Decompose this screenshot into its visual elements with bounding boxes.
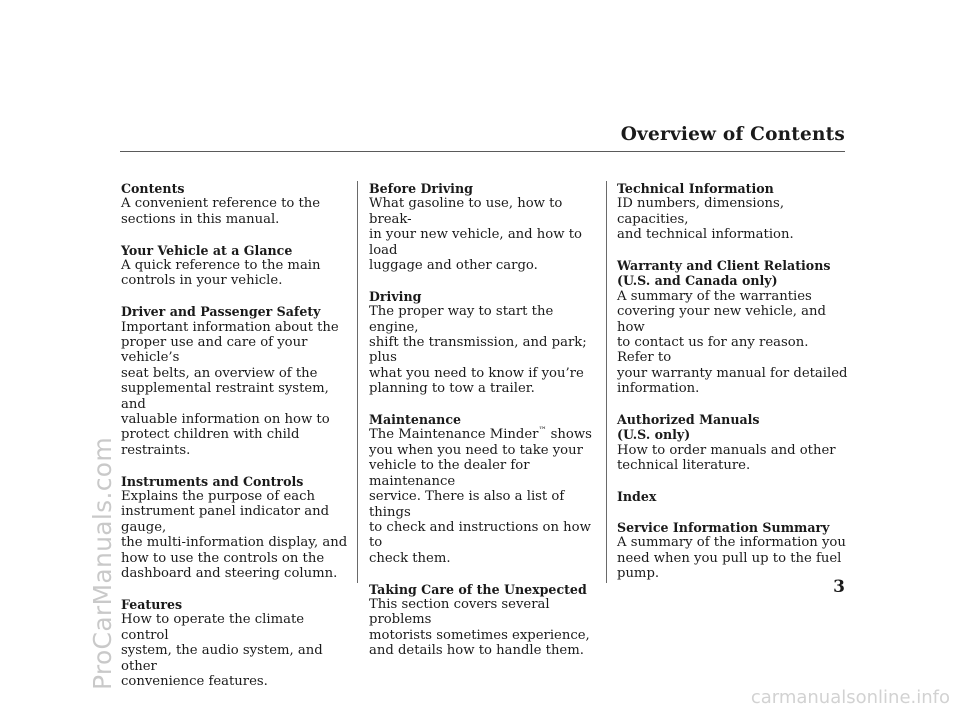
page-title: Overview of Contents	[620, 124, 845, 145]
contents-column-2	[369, 181, 601, 674]
section-index[interactable]	[617, 489, 849, 504]
side-watermark: ProCarManuals.com	[88, 436, 117, 690]
section-description: A summary of the information you need when you pull up to the fuel pump.	[617, 535, 846, 582]
bottom-watermark: carmanualsonline.info	[750, 687, 950, 708]
section-heading: Contents	[121, 181, 185, 196]
section-maintenance[interactable]	[369, 412, 601, 566]
trademark-symbol: ™	[538, 426, 547, 436]
section-instruments-controls[interactable]	[121, 474, 353, 582]
section-description: What gasoline to use, how to break- in your new vehicle, and how to load luggage and other cargo.	[369, 196, 582, 274]
page-number: 3	[833, 577, 845, 597]
maintenance-text-rest: shows you when you need to take your vehicle to the dealer for maintenance service. There is also a list of things to check and instructions on how to check them.	[369, 427, 592, 566]
section-service-information-summary[interactable]	[617, 520, 849, 582]
section-heading: Technical Information	[617, 181, 774, 196]
column-divider-2	[606, 181, 607, 583]
section-features[interactable]	[121, 597, 353, 689]
section-description: How to operate the climate control system, the audio system, and other convenience features.	[121, 612, 323, 689]
section-heading: Instruments and Controls	[121, 473, 304, 489]
section-warranty-client-relations[interactable]	[617, 258, 849, 397]
section-driving[interactable]	[369, 289, 601, 397]
section-heading: Features	[121, 596, 183, 612]
column-divider-1	[357, 181, 358, 583]
section-heading: Index	[617, 489, 657, 505]
section-driver-passenger-safety[interactable]	[121, 304, 353, 458]
section-heading: Driver and Passenger Safety	[121, 304, 321, 320]
section-heading: Taking Care of the Unexpected	[369, 581, 587, 597]
section-description: The proper way to start the engine, shift the transmission, and park; plus what you need to know if you’re planning to tow a trailer.	[369, 304, 587, 397]
contents-column-1	[121, 181, 353, 705]
section-heading: Before Driving	[369, 181, 473, 196]
section-vehicle-at-a-glance[interactable]	[121, 243, 353, 289]
section-description: Important information about the proper use and care of your vehicle’s seat belts, an overview of the supplemental restraint system, and valuable information on how to protect children with child restraints.	[121, 319, 339, 458]
section-description: Explains the purpose of each instrument panel indicator and gauge, the multi-information display, and how to use the controls on the dashboard and steering column.	[121, 489, 348, 582]
section-heading: Your Vehicle at a Glance	[121, 242, 293, 258]
section-description: A quick reference to the main controls in your vehicle.	[121, 258, 321, 289]
section-description: ID numbers, dimensions, capacities, and technical information.	[617, 196, 794, 243]
section-authorized-manuals[interactable]	[617, 412, 849, 474]
section-heading: Driving	[369, 288, 422, 304]
section-technical-information[interactable]	[617, 181, 849, 243]
section-heading: Authorized Manuals (U.S. only)	[617, 412, 760, 443]
section-contents[interactable]	[121, 181, 353, 227]
section-description: How to order manuals and other technical literature.	[617, 442, 836, 474]
maintenance-text-start: The Maintenance Minder	[369, 427, 539, 443]
section-description: A convenient reference to the sections in this manual.	[121, 196, 321, 227]
section-heading: Warranty and Client Relations (U.S. and Canada only)	[617, 258, 831, 289]
contents-column-3	[617, 181, 849, 597]
section-heading: Service Information Summary	[617, 519, 830, 535]
title-rule	[120, 151, 845, 152]
section-description: This section covers several problems motorists sometimes experience, and details how to handle them.	[369, 596, 590, 659]
section-heading: Maintenance	[369, 412, 462, 428]
section-taking-care-unexpected[interactable]	[369, 582, 601, 659]
section-description: A summary of the warranties covering your new vehicle, and how to contact us for any reason. Refer to your warranty manual for detailed information.	[617, 288, 848, 397]
section-description	[369, 427, 601, 566]
section-before-driving[interactable]	[369, 181, 601, 273]
